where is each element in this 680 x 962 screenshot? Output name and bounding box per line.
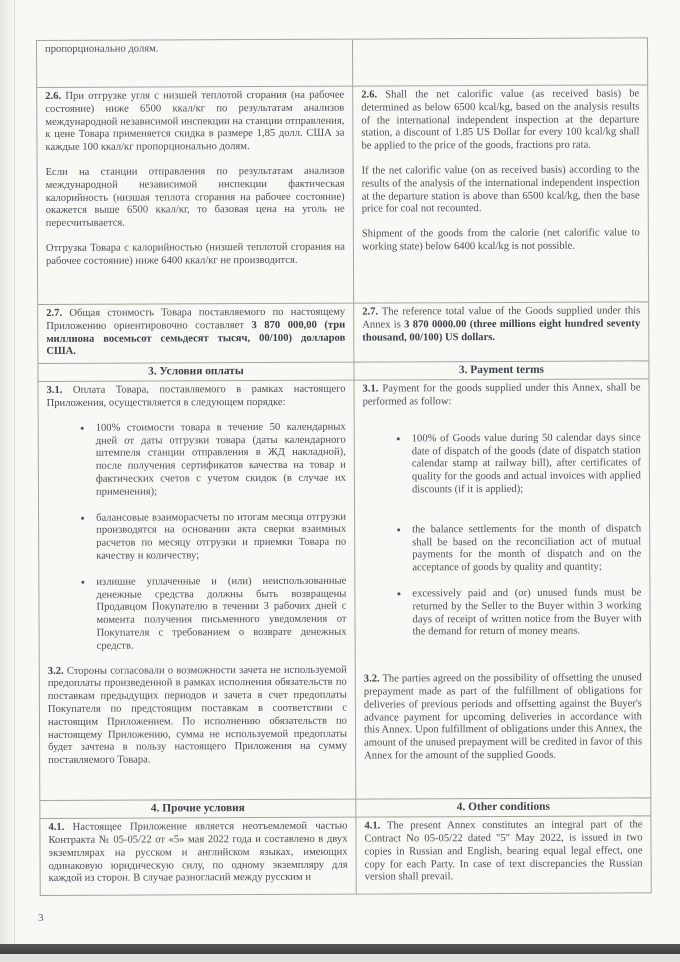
clause-text: Shall the net calorific value (as received basis) be determined as below 6500 kcal/kg, based on the analysis results of the international independent inspection at the departure station, a discount of 1.85 US Dollar for every 100 kcal/kg shall be applied to the price of the goods, fractions pro rata. (361, 88, 640, 152)
clause-number: 2.6. (45, 90, 62, 102)
cell-2-7-ru (38, 304, 354, 364)
page-number: 3 (38, 912, 44, 924)
cell-carryover-en (353, 38, 647, 85)
paragraph: Отгрузка Товара с калорийностью (низшей теплотой сгорания на рабочее состояние) ниже 6400 ккал/кг не производится. (45, 241, 345, 267)
clause-text: Оплата Товара, поставляемого в рамках настоящего Приложения, осуществляется в следующем порядке: (46, 383, 346, 409)
contract-table (36, 37, 652, 896)
clause-number: 2.7. (46, 307, 63, 319)
paragraph: Если на станции отправления по результатам анализов международной независимой инспекции фактическая калорийность (низшая теплота сгорания на рабочее состояние) окажется выше 6500 ккал/кг, то базовая цена на уголь не пересчитывается. (45, 165, 345, 230)
bullet-item: • 100% стоимости товара в течение 50 календарных дней от даты отгрузки товара (даты календарного штемпеля станции отправления в ЖД накладной), после получения сертификатов качества на товар и фактических счетов с учетом скидок (в случае их применения); (93, 421, 346, 499)
scanner-left-edge (0, 0, 15, 962)
clause-text: The parties agreed on the possibility of offsetting the unused prepayment made as part of the fulfillment of obligations for deliveries of previous periods and offsetting against the Buyer's advance payment for upcoming deliveries in accordance with this Annex. Upon fulfillment of obligations under this Annex, the amount of the unused prepayment will be credited in favor of this Annex for the amount of the supplied Goods. (363, 672, 643, 762)
bullet-item: • балансовые взаиморасчеты по итогам месяца отгрузки производятся на основании акта сверки взаимных расчетов по месяцу отгрузки и приемки Товара по качеству и количеству; (93, 511, 346, 563)
clause-text: Настоящее Приложение является неотъемлемой частью Контракта № 05-05/22 от «5» мая 2022 года и составлено в двух экземплярах на русском и английском языках, имеющих одинаковую юридическую силу, по одному экземпляру для каждой из сторон. В случае разногласий между русским и (48, 820, 348, 885)
bullet-item: • излишне уплаченные и (или) неиспользованные денежные средства должны быть возвращены Продавцом Покупателю в течении 3 рабочих дней с момента получения письменного уведомления от Покупателя с требованием о возврате денежных средств. (93, 575, 346, 653)
cell-3-ru (38, 381, 356, 800)
total-value-en: 3 870 0000.00 (three millions eight hundred seventy thousand, 00/100) US dollars. (362, 318, 641, 344)
paragraph (364, 820, 642, 885)
section-4-header-ru: 4. Прочие условия (40, 800, 356, 818)
cell-2-6-ru (37, 87, 354, 304)
cell-carryover-ru (37, 40, 353, 87)
clause-text: Стороны согласовали о возможности зачета не используемой предоплаты произведенной в рамках исполнения обязательств по поставкам предыдущих периодов и зачета в счет предоплаты Покупателя по предстоящим поставкам в соответствии с настоящим Приложением. По исполнению обязательств по настоящему Приложению, сумма не используемой предоплаты будет зачтена в пользу настоящего Приложения на сумму поставляемого Товара. (47, 664, 348, 767)
payment-bullet-list-ru (47, 421, 347, 653)
bullet-item: • the balance settlements for the month of dispatch shall be based on the reconciliation act of mutual payments for the month of dispatch and on the acceptance of goods by quality and quantity; (409, 523, 641, 575)
clause-number: 3.2. (363, 673, 380, 685)
table-row-clauses-3 (38, 379, 650, 801)
paragraph (48, 821, 347, 886)
paragraph (48, 664, 347, 768)
bullet-item: • 100% of Goods value during 50 calendar days since date of dispatch of the goods (date of dispatch station calendar stamp at railway bill), after certificates of quality for the goods and actual invoices with applied discounts (if it is applied); (409, 432, 641, 497)
table-row-section-4-header (40, 798, 650, 819)
table-row-carryover (37, 38, 647, 87)
bullet-item: • excessively paid and (or) unused funds must be returned by the Seller to the Buyer within 3 working days of receipt of written notice from the Buyer with the demand for return of money means. (409, 587, 641, 639)
table-row-section-3-header (38, 361, 648, 382)
cell-2-6-en (353, 85, 648, 302)
cell-3-en (354, 380, 650, 799)
paragraph (362, 305, 640, 345)
clause-text: The present Annex constitutes an integral part of the Contract No 05-05/22 dated "5" May 2022, is issued in two copies in Russian and English, bearing equal legal effect, one copy for each Party. In case of text discrepancies the Russian version shall prevail. (364, 819, 643, 883)
clause-number: 4.1. (48, 822, 65, 834)
paragraph (364, 673, 642, 764)
scanner-bottom-margin (0, 954, 680, 962)
clause-text: При отгрузке угля с низшей теплотой сгорания (на рабочее состояние) ниже 6500 ккал/кг по результатам анализов международной независимой инспекции на станции отправления, к цене Товара применяется скидка в размере 1,85 долл. США за каждые 100 ккал/кг пропорционально долям. (45, 89, 345, 154)
clause-text: Payment for the goods supplied under this Annex, shall be performed as follow: (362, 382, 641, 408)
section-3-header-en: 3. Payment terms (458, 363, 545, 377)
clause-number: 3.1. (362, 383, 379, 395)
paragraph (47, 384, 346, 411)
cell-2-7-en (354, 302, 648, 361)
total-value-ru: 3 870 000,00 (три миллиона восемьсот семьдесят тысяч, 00/100) долларов США. (46, 319, 346, 358)
clause-text: The reference total value of the Goods supplied under this Annex is (362, 305, 641, 331)
section-4-header-en: 4. Other conditions (456, 800, 550, 814)
clause-number: 3.2. (47, 665, 64, 677)
table-row-clause-2-6 (37, 84, 648, 304)
paragraph (363, 383, 641, 410)
table-row-clause-4-1 (40, 816, 650, 896)
paragraph: If the net calorific value (on as received basis) according to the results of the analysis of the international independent inspection at the departure station is above than 6500 kcal/kg, then the base price for coal not recounted. (361, 164, 640, 215)
clause-number: 3.1. (46, 385, 63, 397)
cell-4-1-en (356, 817, 650, 894)
section-3-header-ru: 3. Условия оплаты (38, 363, 354, 381)
payment-bullet-list-en (363, 432, 642, 640)
carryover-text-ru: пропорционально долям. (45, 43, 159, 55)
paragraph: Shipment of the goods from the calorie (net calorific value to working state) below 6400 kcal/kg is not possible. (361, 227, 640, 253)
clause-number: 4.1. (364, 820, 381, 832)
scanner-bottom-edge (0, 944, 680, 954)
cell-4-1-ru (40, 818, 356, 895)
paragraph (361, 88, 639, 153)
clause-number: 2.7. (362, 306, 379, 318)
paragraph (46, 307, 345, 359)
table-row-clause-2-7 (38, 301, 648, 363)
clause-number: 2.6. (361, 89, 378, 101)
clause-text: Общая стоимость Товара поставляемого по настоящему Приложению ориентировочно составляет (46, 306, 346, 332)
paragraph (45, 90, 344, 155)
